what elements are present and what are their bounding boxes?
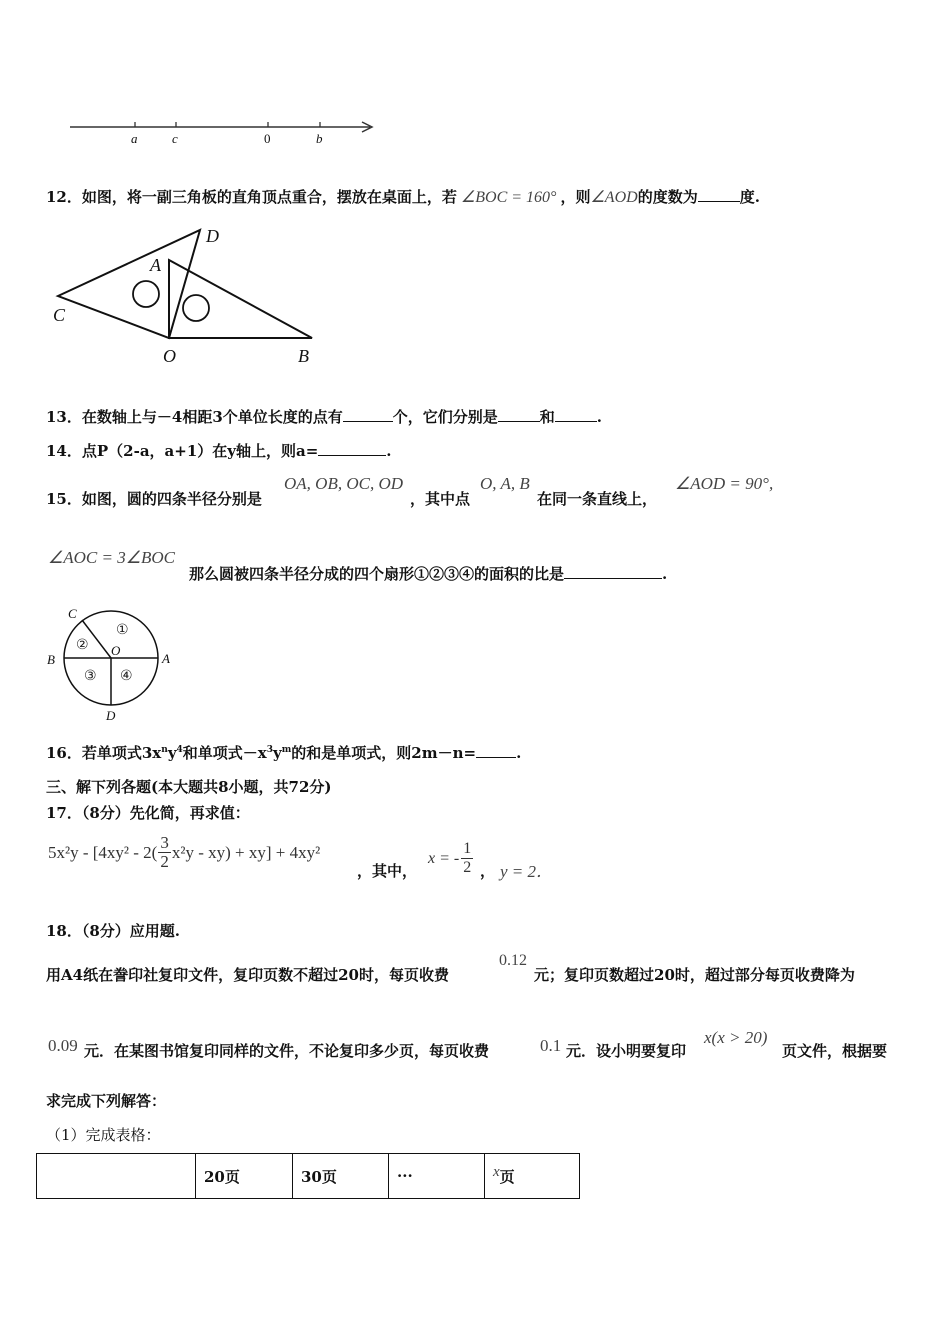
q17-x-num: 1 <box>463 840 472 857</box>
q16-text-5: 的和是单项式，则2m－n= <box>291 744 477 762</box>
q16-sup-3: 3 <box>266 745 274 755</box>
q18-line-1a: 用A4纸在誊印社复印文件，复印页数不超过20时，每页收费 <box>46 966 449 984</box>
q17-expr-right: x²y - xy) + xy] + 4xy² <box>171 842 321 862</box>
number-line-label-a: a <box>131 131 138 146</box>
q15-sector-4: ④ <box>120 668 133 684</box>
q15-text-5: . <box>662 565 668 583</box>
q18-line-2a: 元．在某图书馆复印同样的文件，不论复印多少页，每页收费 <box>84 1042 490 1060</box>
number-line-label-b: b <box>316 131 323 146</box>
table-x-pages-label: 页 <box>499 1167 515 1186</box>
q17-where: ，其中， <box>357 862 418 880</box>
q15-answer-blank <box>564 564 662 579</box>
q17-frac-den: 2 <box>160 852 169 871</box>
question-13 <box>46 406 602 427</box>
q15-line-2 <box>189 563 667 584</box>
q16-answer-blank <box>476 743 516 758</box>
q15-line-1 <box>46 488 262 509</box>
q13-text-1: 在数轴上与－4相距3个单位长度的点有 <box>81 408 343 426</box>
q12-label-a: A <box>150 255 161 275</box>
q12-label-d: D <box>206 226 219 246</box>
q15-math-aod: ∠AOD = 90°, <box>675 474 774 493</box>
q13-text-2: 个，它们分别是 <box>392 408 498 426</box>
number-line-label-c: c <box>172 131 178 146</box>
q15-label-d: D <box>106 708 116 723</box>
q15-label-c: C <box>68 606 77 621</box>
q12-triangle-figure <box>48 222 348 372</box>
q17-expression <box>48 834 320 871</box>
q15-text-4: 那么圆被四条半径分成的四个扇形①②③④的面积的比是 <box>189 565 565 583</box>
q17-expr-left: 5x²y - [4xy² - 2( <box>48 842 158 862</box>
q18-price-2: 0.09 <box>48 1036 78 1055</box>
question-16 <box>46 742 521 763</box>
q18-price-3: 0.1 <box>540 1036 562 1055</box>
table-cell-ellipsis: ··· <box>389 1154 485 1199</box>
q18-sub-1: （1）完成表格： <box>46 1126 161 1144</box>
q17-comma: ， <box>480 862 496 880</box>
q16-text-4: y <box>273 744 282 762</box>
q12-text-4: 度. <box>739 188 760 206</box>
q12-label-o: O <box>163 346 176 366</box>
q12-math-boc: ∠BOC = 160° <box>460 189 557 206</box>
q12-label-c: C <box>53 305 66 325</box>
q15-sector-2: ② <box>76 637 89 653</box>
q16-sup-4: 4 <box>176 745 183 755</box>
q14-text-1: 点P（2-a，a+1）在y轴上，则a= <box>81 442 319 460</box>
q16-number: 16． <box>46 744 82 762</box>
q13-blank-point-1 <box>498 407 540 422</box>
q18-line-2b: 元．设小明要复印 <box>566 1042 687 1060</box>
number-line-figure <box>60 112 390 152</box>
q18-line-1b: 元；复印页数超过20时，超过部分每页收费降为 <box>534 966 855 984</box>
q18-line-2c: 页文件，根据要 <box>782 1042 888 1060</box>
q16-text-2: y <box>167 744 177 762</box>
q15-math-aoc: ∠AOC = 3∠BOC <box>48 548 175 567</box>
q13-text-3: 和 <box>539 408 555 426</box>
q17-head: 17．（8分）先化简，再求值： <box>46 804 250 822</box>
q14-text-2: . <box>386 442 392 460</box>
q15-number: 15． <box>46 490 82 508</box>
q17-frac-num: 3 <box>160 833 169 852</box>
question-12 <box>46 186 760 207</box>
q13-blank-count <box>343 407 393 422</box>
number-line-label-0: 0 <box>264 131 271 146</box>
fee-table <box>36 1153 580 1199</box>
q14-number: 14． <box>46 442 82 460</box>
q18-price-1: 0.12 <box>499 952 527 969</box>
q15-text-3: 在同一条直线上， <box>537 490 658 508</box>
q15-text-2: ，其中点 <box>410 490 471 508</box>
q17-y-value: y = 2． <box>500 862 554 881</box>
q12-text-3: 的度数为 <box>637 188 698 206</box>
table-cell-20-pages: 20页 <box>196 1154 293 1199</box>
q13-text-4: . <box>596 408 603 426</box>
q16-text-6: . <box>516 744 522 762</box>
q12-answer-blank <box>698 187 740 202</box>
q12-math-aod: ∠AOD <box>590 189 638 206</box>
table-cell-30-pages: 30页 <box>293 1154 389 1199</box>
q13-number: 13． <box>46 408 82 426</box>
table-cell-empty <box>37 1154 196 1199</box>
q15-sector-3: ③ <box>84 668 97 684</box>
q12-text-1: 如图，将一副三角板的直角顶点重合，摆放在桌面上，若 <box>81 188 457 206</box>
q16-sup-m: m <box>281 745 292 755</box>
q17-x-den: 2 <box>463 859 472 876</box>
q18-line-3: 求完成下列解答： <box>46 1092 167 1110</box>
section-3-title: 三、解下列各题(本大题共8小题，共72分) <box>46 778 332 796</box>
q16-text-3: 和单项式－x <box>182 744 267 762</box>
q15-math-points: O, A, B <box>480 474 530 493</box>
table-x-var: x <box>493 1163 500 1180</box>
q18-head: 18．（8分）应用题. <box>46 922 181 940</box>
q16-sup-n: n <box>161 745 168 755</box>
q15-text-1: 如图，圆的四条半径分别是 <box>81 490 262 508</box>
q14-answer-blank <box>318 441 386 456</box>
q17-x-eq: x = - <box>428 849 460 867</box>
q13-blank-point-2 <box>555 407 597 422</box>
q15-circle-figure <box>44 602 184 726</box>
q17-x-value <box>428 840 473 877</box>
table-cell-x-pages <box>485 1154 580 1199</box>
q12-text-2: ，则 <box>560 188 591 206</box>
table-row <box>37 1154 580 1199</box>
question-14 <box>46 440 392 461</box>
q15-sector-1: ① <box>116 622 129 638</box>
q12-label-b: B <box>298 346 309 366</box>
q15-math-radii: OA, OB, OC, OD <box>284 474 403 493</box>
q18-x-expression: x(x > 20) <box>704 1028 768 1047</box>
q15-label-b: B <box>47 652 55 667</box>
q17-fraction <box>158 834 171 871</box>
q17-x-fraction <box>461 840 473 877</box>
q16-text-1: 若单项式3x <box>81 744 162 762</box>
q12-number: 12． <box>46 188 82 206</box>
q15-label-o: O <box>111 643 121 658</box>
q15-label-a: A <box>162 651 170 666</box>
